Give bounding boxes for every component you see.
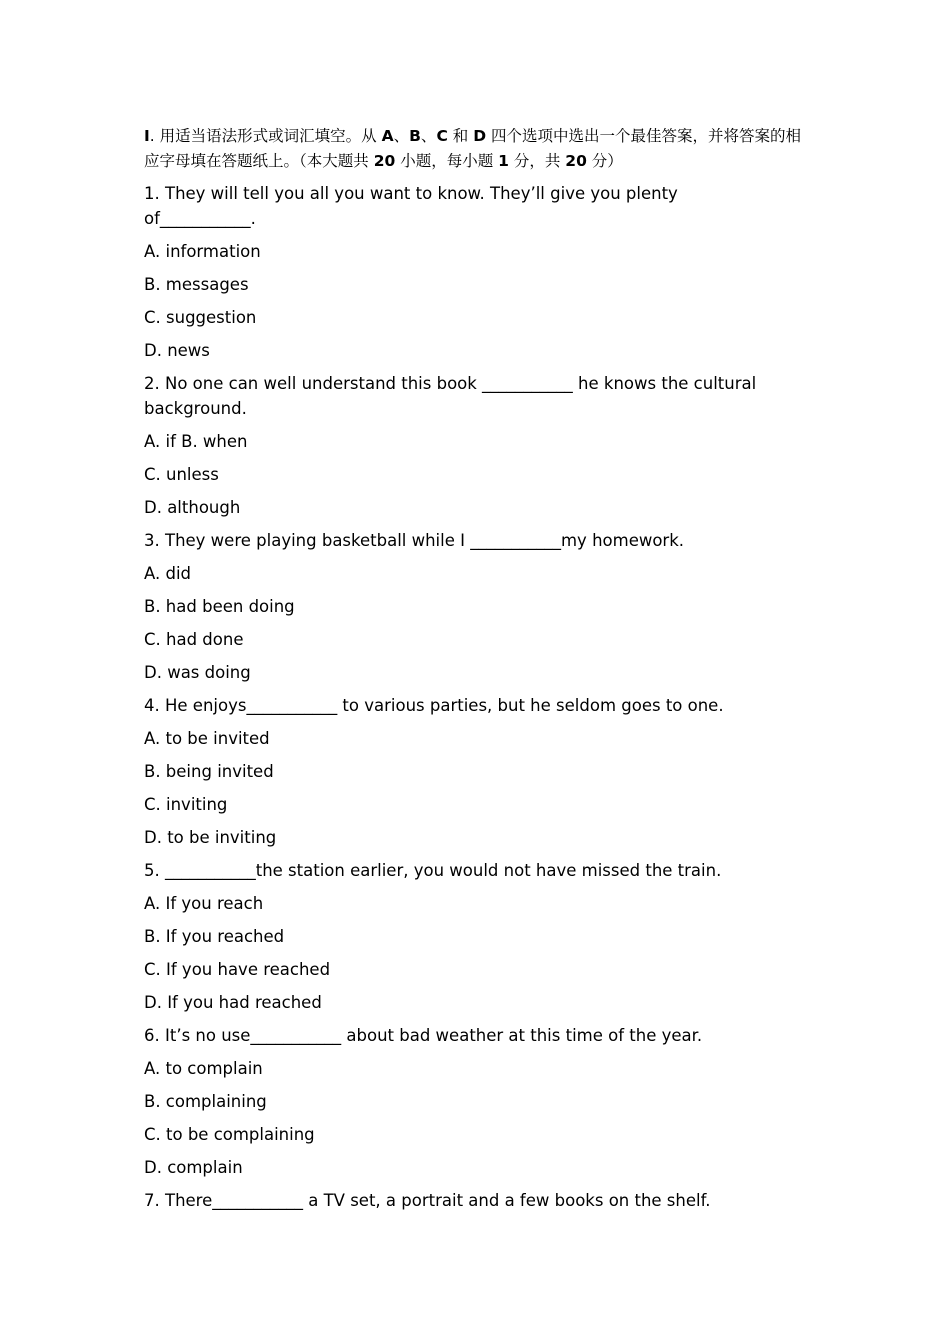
question-2-option-ab: A. if B. when: [144, 432, 248, 451]
question-1-option-c: C. suggestion: [144, 308, 257, 327]
question-3-stem: 3. They were playing basketball while I ___________my homework.: [144, 531, 685, 550]
question-7-stem: 7. There___________ a TV set, a portrait and a few books on the shelf.: [144, 1191, 711, 1210]
question-2-stem: [144, 371, 814, 421]
question-5-option-c: C. If you have reached: [144, 960, 331, 979]
question-6-stem: 6. It’s no use___________ about bad weather at this time of the year.: [144, 1026, 703, 1045]
question-4-option-b: B. being invited: [144, 762, 274, 781]
points-per-question: 1: [498, 152, 509, 170]
instructions-text-4: 分，共: [508, 152, 566, 170]
section-instructions: [144, 124, 814, 174]
question-4-option-d: D. to be inviting: [144, 828, 277, 847]
question-5-stem: 5. ___________the station earlier, you would not have missed the train.: [144, 861, 722, 880]
question-2-option-d: D. although: [144, 498, 241, 517]
question-6-option-b: B. complaining: [144, 1092, 267, 1111]
option-letter-d: D: [473, 127, 487, 145]
question-5-option-b: B. If you reached: [144, 927, 285, 946]
instructions-text-3: 小题，每小题: [395, 152, 499, 170]
question-3-option-d: D. was doing: [144, 663, 251, 682]
question-1-option-a: A. information: [144, 242, 261, 261]
question-4-option-a: A. to be invited: [144, 729, 270, 748]
question-3-option-b: B. had been doing: [144, 597, 295, 616]
question-1-stem: [144, 181, 814, 231]
question-4-option-c: C. inviting: [144, 795, 228, 814]
option-letter-a: A: [381, 127, 394, 145]
instructions-text-5: 分）: [586, 152, 623, 170]
instructions-text-1: . 用适当语法形式或词汇填空。从: [149, 127, 382, 145]
question-count: 20: [373, 152, 396, 170]
question-6-option-a: A. to complain: [144, 1059, 263, 1078]
question-6-option-d: D. complain: [144, 1158, 243, 1177]
question-6-option-c: C. to be complaining: [144, 1125, 315, 1144]
question-1-option-b: B. messages: [144, 275, 249, 294]
question-1: [144, 181, 814, 231]
question-5-option-d: D. If you had reached: [144, 993, 322, 1012]
question-1-stem-line-2: of___________.: [144, 209, 256, 228]
option-letter-b: B: [409, 127, 421, 145]
section-roman-numeral: I: [144, 127, 150, 145]
question-2-option-c: C. unless: [144, 465, 219, 484]
total-points: 20: [565, 152, 587, 170]
instructions-sep-2: 、: [420, 127, 437, 145]
question-1-option-d: D. news: [144, 341, 210, 360]
question-5-option-a: A. If you reach: [144, 894, 264, 913]
question-4-stem: 4. He enjoys___________ to various parties, but he seldom goes to one.: [144, 696, 724, 715]
question-1-stem-line-1: 1. They will tell you all you want to know. They’ll give you plenty: [144, 184, 678, 203]
question-3-option-a: A. did: [144, 564, 192, 583]
question-2-stem-line-1: 2. No one can well understand this book ___________ he knows the cultural: [144, 374, 757, 393]
option-letter-c: C: [436, 127, 448, 145]
question-2: [144, 371, 814, 421]
instructions-sep-1: 、: [393, 127, 410, 145]
instructions-and: 和: [447, 127, 474, 145]
question-3-option-c: C. had done: [144, 630, 244, 649]
instructions-text-2: 四个选项中选出一个最佳答案，并将答案的相应字母填在答题纸上。（本大题共: [144, 127, 801, 170]
question-2-stem-line-2: background.: [144, 399, 247, 418]
document-page: [144, 124, 814, 1221]
